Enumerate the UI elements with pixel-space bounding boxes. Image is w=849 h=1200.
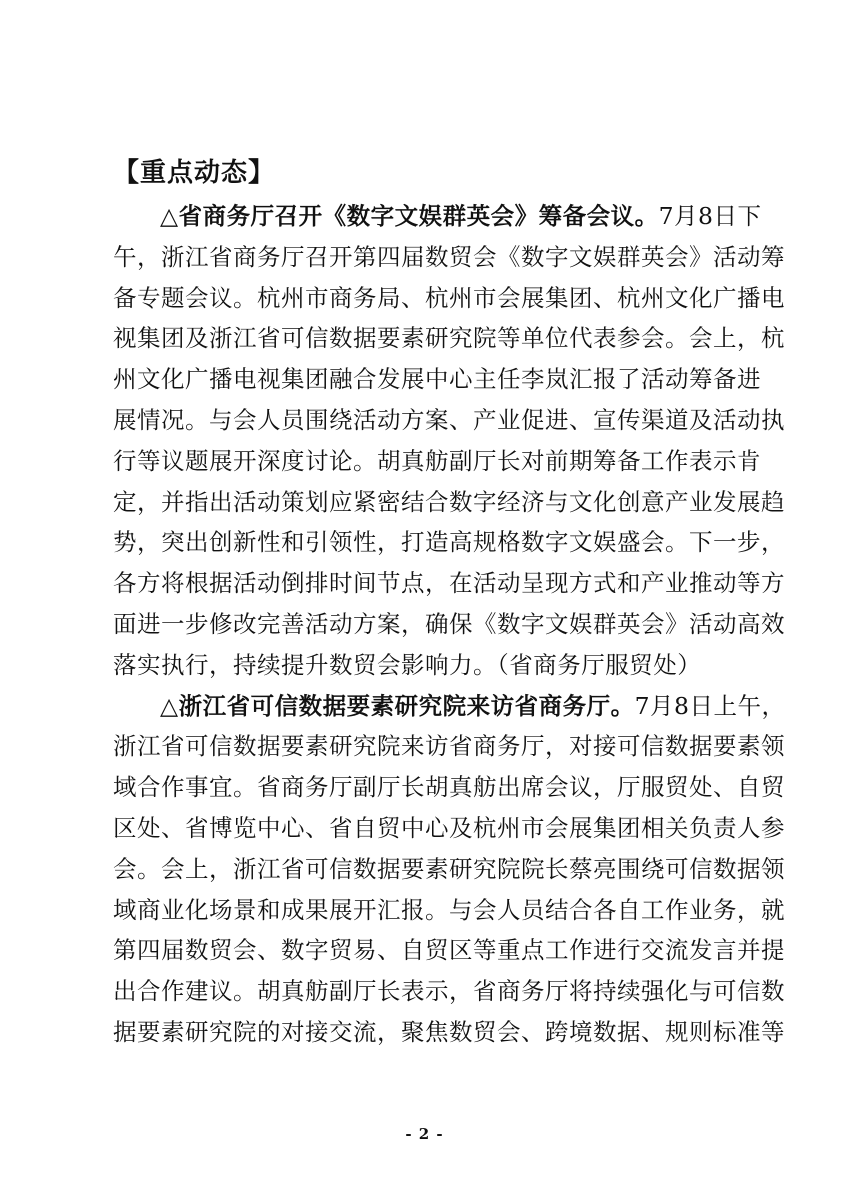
news-item-2-line-2: 浙江省可信数据要素研究院来访省商务厅，对接可信数据要素领 [113, 732, 785, 761]
news-item-1-text: 7月8日下 [658, 202, 762, 230]
news-item-1-line-2: 午，浙江省商务厅召开第四届数贸会《数字文娱群英会》活动筹 [113, 242, 785, 271]
news-item-1-line-1 [113, 196, 762, 237]
news-item-2-line-5: 会。会上，浙江省可信数据要素研究院院长蔡亮围绕可信数据领 [113, 854, 785, 883]
news-item-1-line-11: 面进一步修改完善活动方案，确保《数字文娱群英会》活动高效 [113, 609, 785, 638]
news-item-1-line-3: 备专题会议。杭州市商务局、杭州市会展集团、杭州文化广播电 [113, 283, 785, 312]
news-item-2-line-1 [113, 686, 786, 727]
news-item-1-line-8: 定，并指出活动策划应紧密结合数字经济与文化创意产业发展趋 [113, 487, 785, 516]
news-item-1-line-9: 势，突出创新性和引领性，打造高规格数字文娱盛会。下一步， [113, 528, 785, 557]
news-item-2-line-6: 域商业化场景和成果展开汇报。与会人员结合各自工作业务，就 [113, 895, 785, 924]
news-item-1-line-5: 州文化广播电视集团融合发展中心主任李岚汇报了活动筹备进 [113, 365, 761, 394]
news-item-2-line-7: 第四届数贸会、数字贸易、自贸区等重点工作进行交流发言并提 [113, 936, 785, 965]
page-number: - 2 - [405, 1125, 444, 1143]
news-item-1-line-6: 展情况。与会人员围绕活动方案、产业促进、宣传渠道及活动执 [113, 405, 785, 434]
news-item-1-headline: △省商务厅召开《数字文娱群英会》筹备会议。 [160, 202, 659, 230]
section-heading: 【重点动态】 [113, 158, 276, 188]
news-item-1-line-10: 各方将根据活动倒排时间节点，在活动呈现方式和产业推动等方 [113, 569, 785, 598]
news-item-2-headline: △浙江省可信数据要素研究院来访省商务厅。 [160, 691, 635, 720]
news-item-2 [113, 686, 786, 1053]
news-item-2-line-8: 出合作建议。胡真舫副厅长表示，省商务厅将持续强化与可信数 [113, 977, 785, 1006]
news-item-1-line-7: 行等议题展开深度讨论。胡真舫副厅长对前期筹备工作表示肯 [113, 446, 761, 475]
news-item-2-line-9: 据要素研究院的对接交流，聚焦数贸会、跨境数据、规则标准等 [113, 1017, 785, 1046]
news-item-1-line-4: 视集团及浙江省可信数据要素研究院等单位代表参会。会上，杭 [113, 324, 785, 353]
body-text [113, 196, 786, 1053]
news-item-2-line-3: 域合作事宜。省商务厅副厅长胡真舫出席会议，厅服贸处、自贸 [113, 773, 785, 802]
news-item-2-line-4: 区处、省博览中心、省自贸中心及杭州市会展集团相关负责人参 [113, 813, 785, 842]
news-item-2-text: 7月8日上午， [634, 691, 786, 720]
news-item-1 [113, 196, 785, 686]
news-item-1-line-12: 落实执行，持续提升数贸会影响力。（省商务厅服贸处） [113, 650, 702, 679]
